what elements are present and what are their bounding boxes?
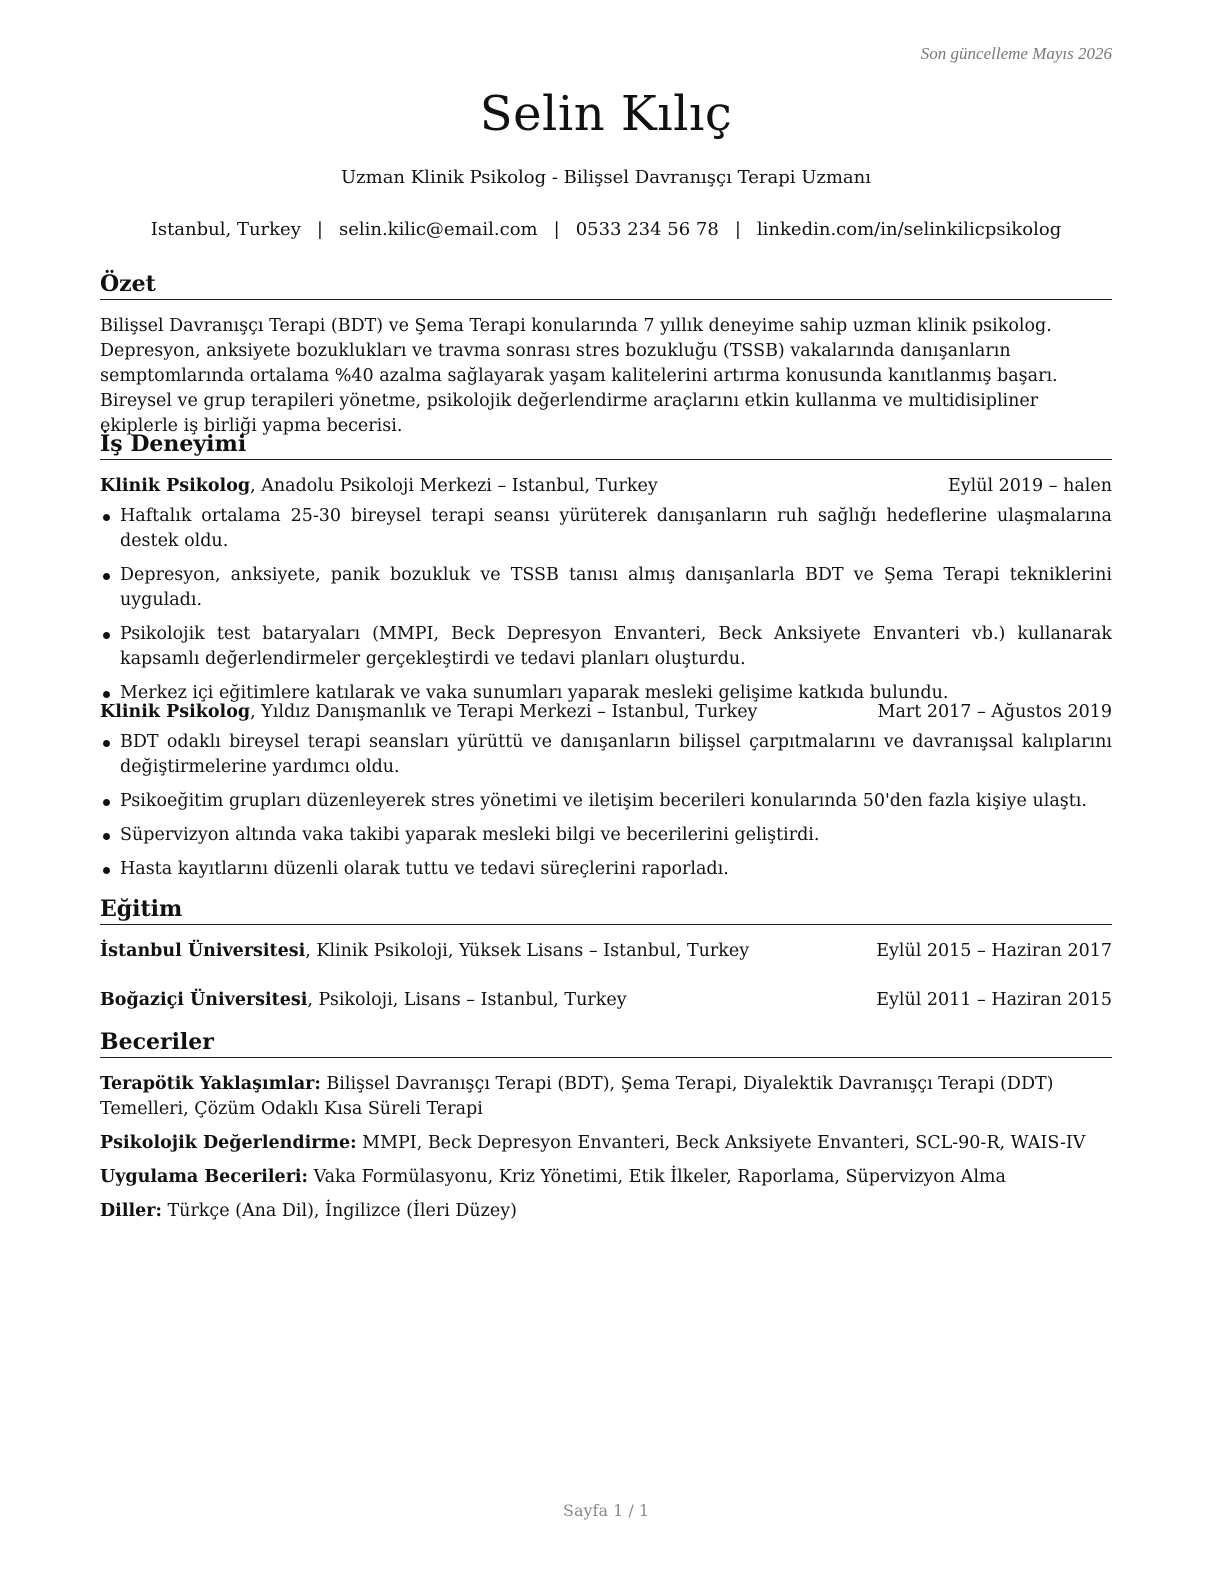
job-title-line [100,700,757,725]
skill-label: Terapötik Yaklaşımlar: [100,1074,321,1094]
education-detail: , Klinik Psikoloji, Yüksek Lisans – Istanbul, Turkey [305,941,750,961]
education-entry [100,988,1112,1013]
contact-location: Istanbul, Turkey [150,219,301,240]
skill-value: Vaka Formülasyonu, Kriz Yönetimi, Etik İlkeler, Raporlama, Süpervizyon Alma [308,1167,1006,1187]
section-heading-experience: İş Deneyimi [100,430,1112,460]
job-dates: Eylül 2019 – halen [947,476,1112,496]
list-item: Haftalık ortalama 25-30 bireysel terapi seansı yürüterek danışanların ruh sağlığı hedeflerine ulaşmalarına destek oldu. [100,504,1112,554]
list-item: Psikoeğitim grupları düzenleyerek stres yönetimi ve iletişim becerileri konularında 50'den fazla kişiye ulaştı. [100,789,1112,814]
education-detail: , Psikoloji, Lisans – Istanbul, Turkey [307,990,627,1010]
list-item: Hasta kayıtlarını düzenli olarak tuttu ve tedavi süreçlerini raporladı. [100,857,1112,882]
education-dates: Eylül 2011 – Haziran 2015 [876,990,1112,1010]
list-item: Merkez içi eğitimlere katılarak ve vaka sunumları yaparak mesleki gelişime katkıda bulundu. [100,681,1112,706]
skills-list [100,1072,1112,1233]
candidate-name: Selin Kılıç [479,86,733,142]
contact-phone: 0533 234 56 78 [575,219,719,240]
resume-page [100,0,1112,1584]
education-dates: Eylül 2015 – Haziran 2017 [876,941,1112,961]
list-item: BDT odaklı bireysel terapi seansları yürüttü ve danışanların bilişsel çarpıtmalarını ve davranışsal kalıplarını değiştirmelerine yardımcı oldu. [100,730,1112,780]
job-header [100,700,1112,725]
skill-value: Bilişsel Davranışçı Terapi (BDT), Şema Terapi, Diyalektik Davranışçı Terapi (DDT) Temelleri, Çözüm Odaklı Kısa Süreli Terapi [100,1074,1054,1119]
list-item: Süpervizyon altında vaka takibi yaparak mesleki bilgi ve becerilerini geliştirdi. [100,823,1112,848]
skill-row [100,1072,1112,1122]
job-role: Klinik Psikolog [100,476,251,496]
skill-row [100,1199,1112,1224]
list-item: Psikolojik test bataryaları (MMPI, Beck Depresyon Envanteri, Beck Anksiyete Envanteri vb.) kullanarak kapsamlı değerlendirmeler gerçekleştirdi ve tedavi planları oluşturdu. [100,622,1112,672]
skill-label: Uygulama Becerileri: [100,1167,309,1187]
skill-value: MMPI, Beck Depresyon Envanteri, Beck Anksiyete Envanteri, SCL-90-R, WAIS-IV [356,1133,1086,1153]
contact-line [100,219,1112,240]
list-item: Depresyon, anksiyete, panik bozukluk ve TSSB tanısı almış danışanlarla BDT ve Şema Terapi tekniklerini uyguladı. [100,563,1112,613]
page-number: Sayfa 1 / 1 [562,1501,649,1520]
section-heading-education: Eğitim [100,895,1112,925]
skill-row [100,1165,1112,1190]
skill-label: Psikolojik Değerlendirme: [100,1133,357,1153]
school-name: İstanbul Üniversitesi [100,941,306,961]
contact-linkedin[interactable]: linkedin.com/in/selinkilicpsikolog [756,219,1062,240]
school-name: Boğaziçi Üniversitesi [100,990,308,1010]
contact-separator: | [553,219,560,240]
skill-label: Diller: [100,1201,162,1221]
education-title-line [100,988,627,1013]
job-organization: , Yıldız Danışmanlık ve Terapi Merkezi – Istanbul, Turkey [250,702,758,722]
contact-separator: | [316,219,323,240]
summary-text: Bilişsel Davranışçı Terapi (BDT) ve Şema Terapi konularında 7 yıllık deneyime sahip uzman klinik psikolog. Depresyon, anksiyete bozuklukları ve travma sonrası stres bozukluğu (TSSB) vakalarında danışanların semptomlarında ortalama %40 azalma sağlayarak yaşam kalitelerini artırma konusunda kanıtlanmış başarı. Bireysel ve grup terapileri yönetme, psikolojik değerlendirme araçlarını etkin kullanma ve multidisipliner ekiplerle iş birliği yapma becerisi. [100,316,1058,436]
job-header [100,474,1112,499]
job-bullets [100,504,1112,715]
education-entry [100,939,1112,964]
job-organization: , Anadolu Psikoloji Merkezi – Istanbul, Turkey [250,476,658,496]
last-updated: Son güncelleme Mayıs 2026 [920,44,1112,63]
section-heading-skills: Beceriler [100,1028,1112,1058]
job-dates: Mart 2017 – Ağustos 2019 [877,702,1112,722]
job-bullets [100,730,1112,891]
education-title-line [100,939,749,964]
contact-separator: | [734,219,741,240]
job-role: Klinik Psikolog [100,702,251,722]
skill-value: Türkçe (Ana Dil), İngilizce (İleri Düzey) [161,1201,517,1221]
professional-title: Uzman Klinik Psikolog - Bilişsel Davranışçı Terapi Uzmanı [340,167,872,188]
job-title-line [100,474,658,499]
section-heading-summary: Özet [100,270,1112,300]
skill-row [100,1131,1112,1156]
contact-email[interactable]: selin.kilic@email.com [338,219,538,240]
